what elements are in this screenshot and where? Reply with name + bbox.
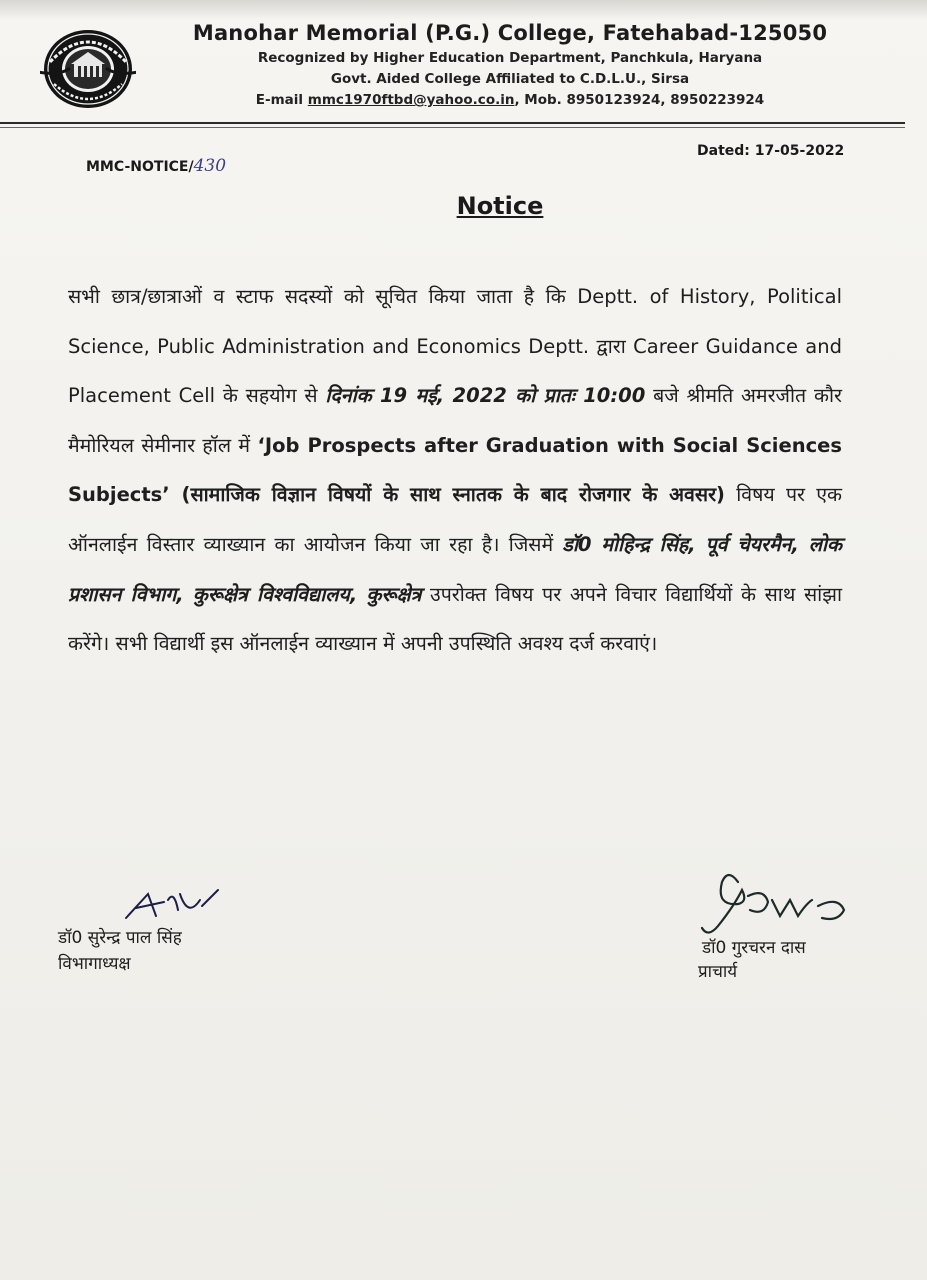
principal-signature xyxy=(698,866,858,946)
contact-phones: , Mob. 8950123924, 8950223924 xyxy=(514,92,765,108)
header-divider xyxy=(0,122,905,124)
principal-name: डॉ0 गुरचरन दास xyxy=(702,938,806,958)
scan-shadow xyxy=(0,0,927,20)
hod-designation: विभागाध्यक्ष xyxy=(58,954,131,974)
body-part-1: सभी छात्र/छात्राओं व स्टाफ सदस्यों को सूचित किया जाता है कि Deptt. of History, Political Science, Public Administration and Economics Deptt. द्वारा Career Guidance and Placement Cell के सहयोग से xyxy=(68,285,842,408)
college-name: Manohar Memorial (P.G.) College, Fatehabad-125050 xyxy=(192,21,828,45)
reference-label: MMC-NOTICE/ xyxy=(86,159,194,175)
speaker-details: डॉ0 मोहिन्द्र सिंह, पूर्व चेयरमैन, लोक प्रशासन विभाग, कुरूक्षेत्र विश्वविद्यालय, कुरूक्षेत्र xyxy=(68,532,842,606)
college-logo xyxy=(40,28,136,110)
recognition-line: Recognized by Higher Education Department, Panchkula, Haryana xyxy=(257,50,763,66)
college-seal-icon xyxy=(40,28,136,110)
hod-name: डॉ0 सुरेन्द्र पाल सिंह xyxy=(58,928,182,948)
body-part-7: उपरोक्त विषय पर अपने विचार विद्यार्थियों के साथ सांझा करेंगे। सभी विद्यार्थी इस ऑनलाईन व्याख्यान में अपनी उपस्थिति अवश्य दर्ज करवाएं। xyxy=(68,582,842,656)
notice-title: Notice xyxy=(456,192,544,220)
body-part-3: बजे श्रीमति अमरजीत कौर मैमोरियल सेमीनार हॉल में xyxy=(68,384,842,457)
body-part-5: विषय पर एक ऑनलाईन विस्तार व्याख्यान का आयोजन किया जा रहा है। जिसमें xyxy=(68,483,843,556)
notice-body xyxy=(68,272,842,669)
reference-number: 430 xyxy=(193,156,227,176)
email-link[interactable]: mmc1970ftbd@yahoo.co.in xyxy=(307,92,515,108)
affiliation-line: Govt. Aided College Affiliated to C.D.L.U., Sirsa xyxy=(330,71,690,87)
contact-prefix: E-mail xyxy=(255,92,308,108)
lecture-topic: ‘Job Prospects after Graduation with Social Sciences Subjects’ (सामाजिक विज्ञान विषयों के साथ स्नातक के बाद रोजगार के अवसर) xyxy=(68,433,842,507)
notice-reference xyxy=(86,156,226,176)
event-date-time: दिनांक 19 मई, 2022 को प्रातः 10:00 xyxy=(325,384,646,408)
contact-line xyxy=(150,90,870,111)
header-divider-thin xyxy=(0,127,905,128)
hod-signature xyxy=(118,880,248,930)
notice-date: Dated: 17-05-2022 xyxy=(697,143,845,159)
letterhead xyxy=(150,18,870,111)
principal-designation: प्राचार्य xyxy=(698,962,738,982)
